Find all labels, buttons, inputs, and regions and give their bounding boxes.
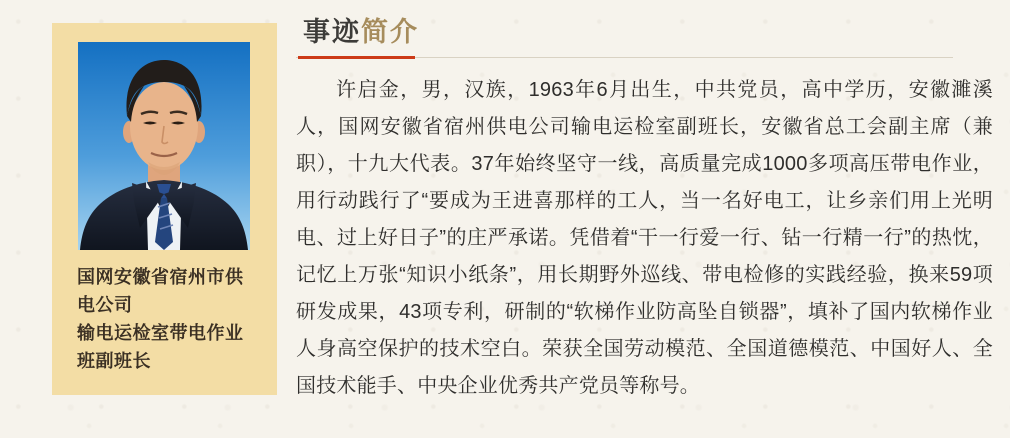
section-title-primary: 事迹 (303, 17, 361, 47)
profile-card (52, 23, 277, 395)
section-title (296, 16, 993, 48)
section-header (296, 16, 993, 59)
section-title-rule (296, 56, 953, 59)
section-title-secondary: 简介 (361, 17, 419, 47)
portrait-photo-image (78, 42, 250, 250)
profile-caption (77, 263, 257, 375)
bio-paragraph: 许启金，男，汉族，1963年6月出生，中共党员，高中学历，安徽濉溪人，国网安徽省宿州供电公司输电运检室副班长，安徽省总工会副主席（兼职），十九大代表。37年始终坚守一线，高质量完成1000多项高压带电作业，用行动践行了“要成为王进喜那样的工人，当一名好电工，让乡亲们用上光明电、过上好日子”的庄严承诺。凭借着“干一行爱一行、钻一行精一行”的热忱，记忆上万张“知识小纸条”，用长期野外巡线、带电检修的实践经验，换来59项研发成果，43项专利，研制的“软梯作业防高坠自锁器”，填补了国内软梯作业人身高空保护的技术空白。荣获全国劳动模范、全国道德模范、中国好人、全国技术能手、中央企业优秀共产党员等称号。 (296, 79, 993, 397)
portrait-photo (78, 42, 250, 250)
bio-section (296, 16, 993, 405)
profile-caption-company: 国网安徽省宿州市供电公司 (77, 267, 244, 315)
section-title-rule-accent (298, 56, 415, 59)
profile-caption-position: 输电运检室带电作业班副班长 (77, 323, 244, 371)
